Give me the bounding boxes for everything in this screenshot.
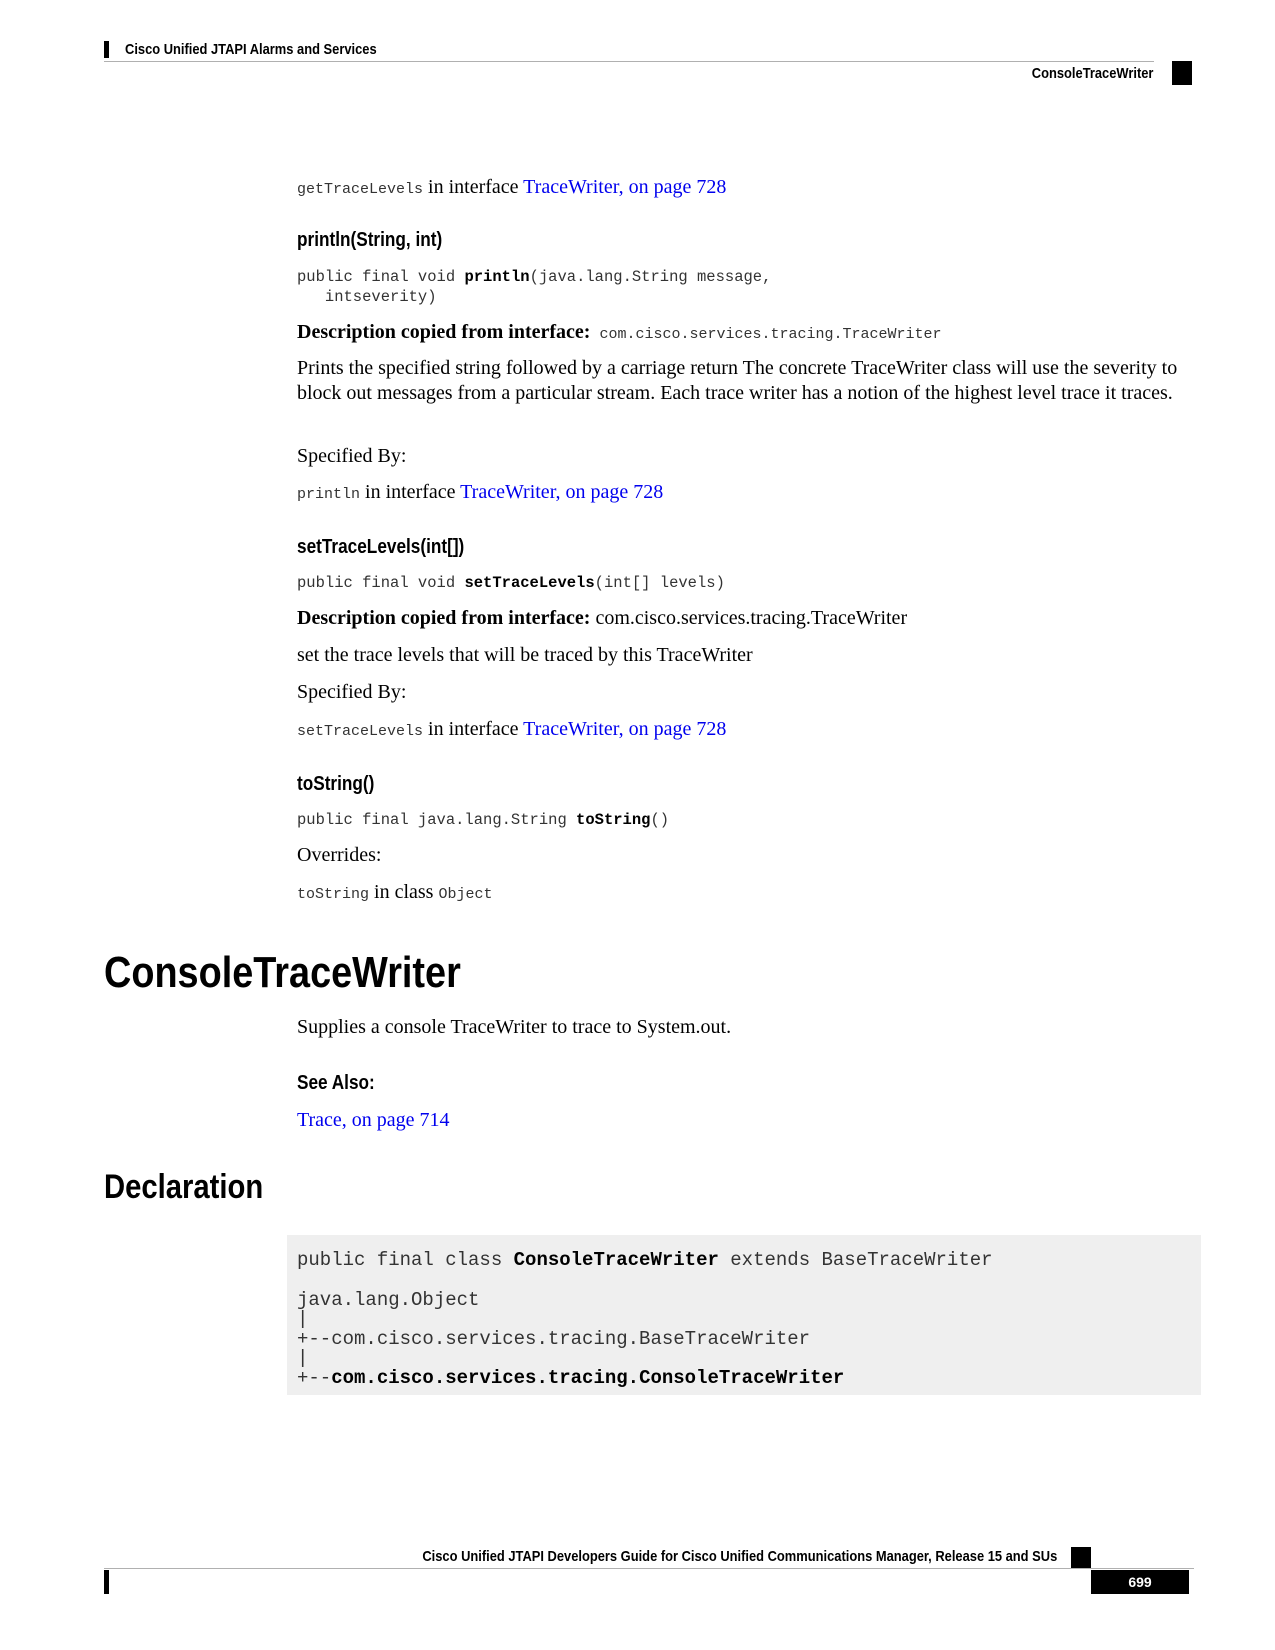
class-summary: Supplies a console TraceWriter to trace to System.out. <box>297 1016 732 1038</box>
sig-name: setTraceLevels <box>464 574 595 592</box>
sig-suffix: (java.lang.String message, <box>529 268 772 286</box>
desc-label: Description copied from interface: <box>297 607 591 629</box>
println-description: Prints the specified string followed by a carriage return The concrete TraceWriter class will use the severity to block out messages from a particular stream. Each trace writer has a notion of the highest level trace it traces. <box>297 357 1178 404</box>
decl-line-3: | <box>297 1308 309 1330</box>
code-settracelevels: setTraceLevels <box>297 723 424 740</box>
trace-link[interactable]: Trace, on page 714 <box>297 1109 450 1131</box>
decl-line-2: java.lang.Object <box>297 1289 480 1311</box>
settracelevels-description: set the trace levels that will be traced by this TraceWriter <box>297 644 753 666</box>
decl-line-4: +--com.cisco.services.tracing.BaseTraceWriter <box>297 1328 811 1350</box>
desc-label: Description copied from interface: <box>297 321 591 343</box>
decl-prefix: public final class <box>297 1249 514 1271</box>
tostring-override-line <box>297 880 492 907</box>
sig-suffix: (int[] levels) <box>594 574 725 592</box>
settracelevels-spec-line <box>297 717 726 744</box>
footer-guide-title: Cisco Unified JTAPI Developers Guide for Cisco Unified Communications Manager, Release 15 and SUs <box>422 1548 1057 1565</box>
in-class-text: in class <box>369 881 439 903</box>
settracelevels-heading: setTraceLevels(int[]) <box>297 536 465 558</box>
decl-line-1 <box>297 1249 993 1271</box>
tracewriter-link[interactable]: TraceWriter, on page 728 <box>523 718 727 740</box>
decl-line-6 <box>297 1367 844 1389</box>
see-also-line <box>297 1108 450 1133</box>
code-tostring: toString <box>297 886 370 903</box>
tostring-heading: toString() <box>297 773 375 795</box>
decl-full-class-name: com.cisco.services.tracing.ConsoleTraceWriter <box>331 1367 845 1389</box>
code-object: Object <box>438 886 493 903</box>
println-heading: println(String, int) <box>297 229 443 251</box>
sig-prefix: public final java.lang.String <box>297 811 577 829</box>
settracelevels-description-label-line <box>297 606 907 631</box>
see-also-heading: See Also: <box>297 1072 375 1094</box>
sig-name: println <box>464 268 530 286</box>
header-book-title: Cisco Unified JTAPI Alarms and Services <box>125 41 377 58</box>
page-number: 699 <box>1091 1570 1189 1594</box>
decl-suffix: extends BaseTraceWriter <box>718 1249 993 1271</box>
tracewriter-link[interactable]: TraceWriter, on page 728 <box>523 176 727 198</box>
decl-class-name: ConsoleTraceWriter <box>513 1249 719 1271</box>
code-gettracelevels: getTraceLevels <box>297 181 424 198</box>
footer-bar <box>104 1570 109 1594</box>
header-rule <box>104 61 1154 62</box>
tostring-overrides: Overrides: <box>297 844 382 866</box>
in-interface-text: in interface <box>423 718 524 740</box>
println-spec-line <box>297 480 663 507</box>
settracelevels-signature <box>297 573 725 593</box>
println-description-label-line <box>297 320 942 347</box>
desc-interface: com.cisco.services.tracing.TraceWriter <box>590 607 908 629</box>
settracelevels-specified-by: Specified By: <box>297 681 407 703</box>
sig-prefix: public final void <box>297 574 465 592</box>
footer-marker <box>1071 1547 1091 1569</box>
in-interface-text: in interface <box>423 176 524 198</box>
header-marker <box>1172 61 1192 85</box>
println-signature <box>297 267 771 307</box>
sig-prefix: public final void <box>297 268 465 286</box>
tracewriter-link[interactable]: TraceWriter, on page 728 <box>460 481 664 503</box>
footer-rule <box>104 1568 1194 1569</box>
class-title: ConsoleTraceWriter <box>104 948 461 997</box>
header-section-title: ConsoleTraceWriter <box>1031 65 1153 82</box>
declaration-heading: Declaration <box>104 1168 264 1206</box>
gettracelevels-spec-line <box>297 175 726 202</box>
println-specified-by: Specified By: <box>297 445 407 467</box>
sig-suffix: () <box>650 811 670 829</box>
decl-tree-prefix: +-- <box>297 1367 332 1389</box>
in-interface-text: in interface <box>360 481 461 503</box>
desc-interface: com.cisco.services.tracing.TraceWriter <box>590 326 942 343</box>
sig-line2: intseverity) <box>297 288 437 306</box>
header-bar <box>104 41 109 58</box>
decl-line-5: | <box>297 1347 309 1369</box>
declaration-code-block <box>287 1235 1201 1395</box>
tostring-signature <box>297 810 669 830</box>
code-println: println <box>297 486 361 503</box>
sig-name: toString <box>576 811 651 829</box>
